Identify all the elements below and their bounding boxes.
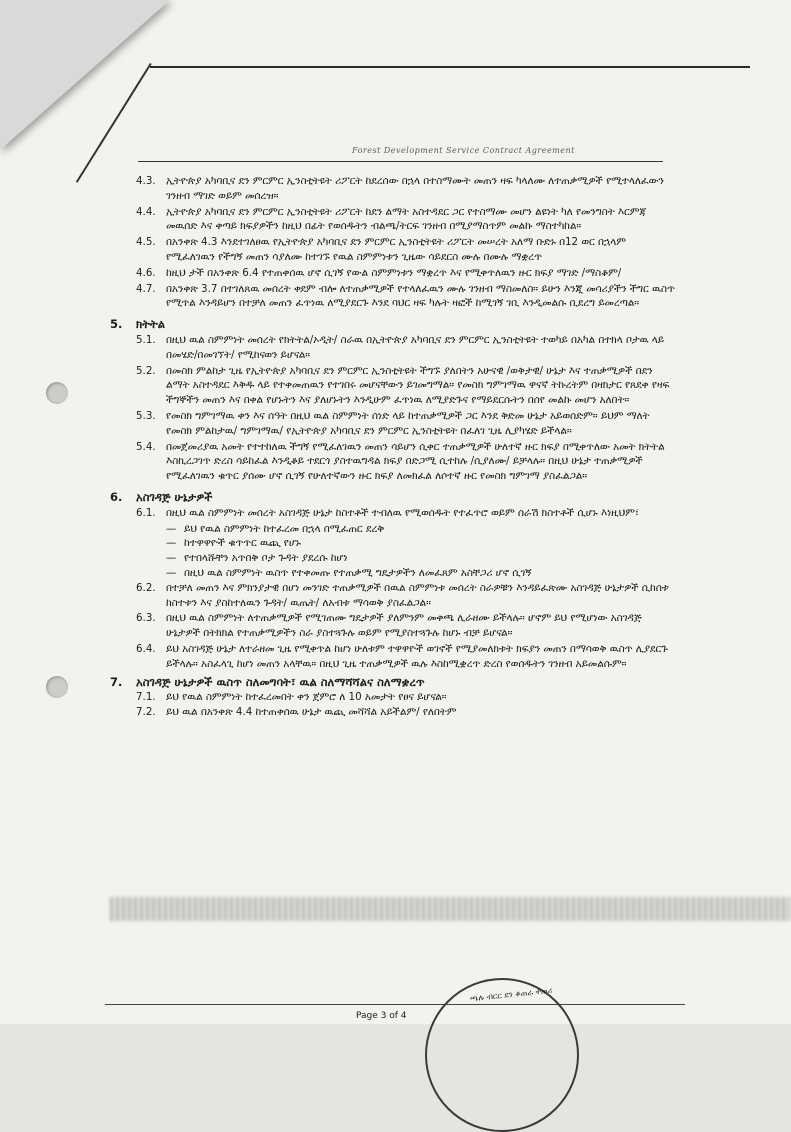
- clause-item: [110, 642, 676, 672]
- clause-item: [110, 705, 676, 720]
- section-6-heading: [110, 490, 676, 505]
- section-7-heading: [110, 675, 676, 690]
- section-5-number: 5.: [110, 317, 123, 332]
- clause-text: በመጀመሪያዉ አመት የተተከለዉ ችግኝ የሚፈለገዉን መጠን ሳይሆን ሲቀር ተጠቃሚዎች ሁለተኛ ዙር ክፍያ በሚቀጥለው አመት ክትትል እስኪረጋገጥ ድረስ ሳይከፈል እንዲቆይ ተደርጎ ያስተዉግዳል ክፍያ በድጋሚ ሲተከሉ /ሲያለሙ/ ይቻላሉ። በዚህ ሁኔታ ተጠቃሚዎች የሚፈለገዉን ቁጥር ያሰሙ ሆኖ ሲገኝ የሁለተኛውን ዙር ክፍያ ለመክፈል ለሶተኛ ዙር የመስክ ግምገማ ያስፈልጋል።: [166, 440, 665, 483]
- clause-text: ኢትዮጵያ አካባቢና ደን ምርምር ኢንስቲትዩት ሪፖርት ከደን ልማት አስተዳደር ጋር የተስማሙ መሆን ልዩነት ካለ የመንግስት እርምጃ መዉሰድ እና ቀጣይ ክፍያዎችን ከዚህ በፊት የወሰዱትን ብልጫ/ትርፍ ገንዘብ በሚያማስጥም መልኩ ማስተካከል።: [166, 205, 647, 233]
- clause-text: በአንቀጽ 3.7 በተገለጸዉ መሰረት ቀደም ብሎ ለተጠቃሚዎች የተላለፈዉን ሙሉ ገንዘብ ማስመለስ። ይሁን እንጂ መሳሪያችን ችግር ዉስጥ የሚጥል እንዳይሆን በተቻለ መጠን ፈጥነዉ ለሚያደርጉ እንደ ባህር ዛፍ ካሉት ዛፎች ከሚገኝ ገቢ እንዲመልሱ ቢደረግ ይመረጣል።: [166, 282, 675, 310]
- dash-bullet: —: [166, 552, 177, 565]
- sub-item-text: ይህ የዉል ስምምነት ከተፈረመ በኋላ በሚፈጠር ደረቅ: [184, 522, 385, 535]
- dash-bullet: —: [166, 537, 177, 550]
- clause-item: [110, 611, 676, 641]
- clause-item: [110, 364, 676, 408]
- sub-item-text: የተበላሹቸን አጥበቅ ቦታ ጉዳት ያደረሱ ከሆነ: [184, 552, 348, 565]
- clause-text: በዚህ ዉል ስምምነት መሰረት አስገዳጅ ሁኔታ ከስተቶች ተብለዉ የሚወሰዱት የተፈጥሮ ወይም ሰራሽ ክስተቶች ሲሆኑ እነዚህም፣: [166, 506, 639, 519]
- clause-item: [110, 506, 676, 521]
- clause-number: 6.4.: [136, 642, 156, 655]
- section-6-sub-items: [110, 522, 676, 581]
- clause-number: 4.6.: [136, 266, 156, 279]
- sub-item: [110, 566, 676, 581]
- header-rule: [138, 161, 663, 162]
- dash-bullet: —: [166, 522, 177, 535]
- sub-item-text: በዚህ ዉል ስምምነት ዉስጥ የተቀመጡ የተጠቃሚ ግዴታዎችን ለመፈጸም አስቸጋሪ ሆኖ ሲገኝ: [184, 566, 532, 579]
- clause-item: [110, 266, 676, 281]
- clause-text: የመስክ ግምገማዉ ቀን እና ሰዓት በዚህ ዉል ስምምነት ሰነድ ላይ ከተጠቃሚዎች ጋር እንደ ቅድመ ሁኔታ አይወሰድም። ይህም ማለት የመስክ ምልከታዉ/ ግምገማዉ/ የኢትዮጵያ አካባቢና ደን ምርምር ኢንስቲትዩት በፈለገ ጊዜ ሊያካሄድ ይችላል።: [166, 409, 650, 437]
- clause-item: [110, 282, 676, 312]
- clause-text: ይህ አስገዳጅ ሁኔታ ለተራዘመ ጊዜ የሚቀጥል ከሆነ ሁለቱም ተዋዋዮች ወገኖች የሚያመለክቱት ክፍያን መጠን በማሳወቅ ዉስጥ ሊያደርጉ ይችላሉ። አስፈላጊ ከሆነ መጠን አላቸዉ። በዚህ ጊዜ ተጠቃሚዎች ዉሉ እስከሚቋረጥ ድረስ የወሰዱትን ገንዘብ አይመልሱም።: [166, 642, 668, 670]
- clause-text: በዚህ ዉል ስምምነት መሰረት የክትትል/ኦዲት/ ስራዉ በኢትዮጵያ አካባቢና ደን ምርምር ኢንስቲትዩት ተወካይ በአካል በተክላ ቦታዉ ላይ በመሄድ/በመገኘት/ የሚከናወን ይሆናል።: [166, 333, 665, 361]
- clause-text: ይህ የዉል ስምምነት ከተፈረመበት ቀን ጀምሮ ለ 10 አመታት የፀና ይሆናል።: [166, 691, 447, 704]
- section-6-items-continued: [110, 581, 676, 672]
- clause-item: [110, 333, 676, 363]
- sub-item: [110, 522, 676, 537]
- sub-item: [110, 536, 676, 551]
- clause-number: 5.3.: [136, 409, 156, 422]
- clause-number: 7.1.: [136, 691, 156, 704]
- clause-number: 5.2.: [136, 364, 156, 377]
- clause-number: 6.3.: [136, 612, 156, 625]
- clause-number: 6.2.: [136, 581, 156, 594]
- clause-item: [110, 205, 676, 235]
- clause-item: [110, 174, 676, 204]
- clause-text: በተቻለ መጠን እና ምክንያታዊ በሆነ መንገድ ተጠቃሚዎች በዉል ስምምነቱ መሰረት ስራዎቹን እንዳይፈጽሙ አስገዳጅ ሁኔታዎች ሲከሰቱ ከስተቱን እና ያስከተለዉን ጉዳት/ ዉጤት/ ለአብቱ ማሳወቅ ያስፈልጋል።: [166, 581, 669, 609]
- clause-number: 4.3.: [136, 175, 156, 187]
- clause-text: በዚህ ዉል ስምምነት ለተጠቃሚዎች የሚገጠሙ ግዴታዎች ያለምንም መቀጫ ሊራዘሙ ይችላሉ። ሆኖም ይህ የሚሆነው አስገዳጅ ሁኔታዎች በትክክል የተጠቃሚዎችን ስራ ያስተጓጉሉ ወይም የሚያስተጓጉሉ ከሆኑ ብቻ ይሆናል።: [166, 612, 642, 640]
- clause-number: 5.4.: [136, 440, 156, 453]
- clause-text: በመስክ ምልከታ ጊዜ የኢትዮጵያ አካባቢና ደን ምርምር ኢንስቲትዩት ችግኙ ያለበትን አሁናዊ /ወቅታዊ/ ሁኔታ እና ተጠቃሚዎች በደን ልማት አስተዳደር እቅዱ ላይ የተቀመጠዉን የተገበሩ መሆናቸውን ይገመግማል። የመስክ ግምገማዉ ዋናኛ ትኩረትም በዛክታር የጸደቀ የዛፍ ችግኞችን መጠን እና በቀል የሆኑትን እና ያለሆኑትን እንዲሁም ፈጥነዉ ለሚያድጉና የማይደርሱትን በሰየ መልኩ መሆን አለበት።: [166, 364, 670, 407]
- sub-item-text: ከተዋዋዮች ቁጥጥር ዉጪ የሆኑ: [184, 537, 301, 550]
- top-border-line: [150, 66, 750, 68]
- dash-bullet: —: [166, 566, 177, 579]
- clause-item: [110, 581, 676, 611]
- clause-item: [110, 409, 676, 439]
- clause-text: ከዚህ ታች በአንቀጽ 6.4 የተጠቀሰዉ ሆኖ ሲገኝ የውል ስምምነቱን ማቋረጥ እና የሚቀጥለዉን ዙር ክፍያ ማገድ /ማስቆም/: [166, 266, 622, 279]
- section-5-heading: [110, 317, 676, 332]
- clause-number: 6.1.: [136, 506, 156, 519]
- section-6-items: [110, 506, 676, 521]
- section-5-items: [110, 333, 676, 484]
- punch-hole-top: [46, 382, 68, 404]
- clause-number: 5.1.: [136, 333, 156, 346]
- section-7-items: [110, 690, 676, 720]
- clause-text: ይህ ዉል በአንቀጽ 4.4 ከተጠቀሰዉ ሁኔታ ዉጪ መሻሻል አይችልም/ የለበትም: [166, 706, 457, 719]
- clause-number: 4.4.: [136, 205, 156, 218]
- clause-text: ኢትዮጵያ አካባቢና ደን ምርምር ኢንስቲትዩት ሪፖርት ከደረሰው በኋላ በተስማሙት መጠን ዛፍ ካላለሙ ለተጠቃሚዎች የሚተላለፈውን ገንዘብ ማገድ ወይም መሰረዝ።: [166, 175, 664, 202]
- sub-item: [110, 551, 676, 566]
- footer-rule: [105, 1004, 685, 1005]
- clause-number: 4.7.: [136, 282, 156, 295]
- copy-smudge: [110, 897, 790, 921]
- section-5-title: ክትትል: [136, 317, 166, 332]
- clause-item: [110, 440, 676, 484]
- section-6-title: አስገዳጅ ሁኔታዎች: [136, 489, 213, 504]
- section-4-items: [110, 174, 676, 311]
- document-body: [110, 174, 676, 720]
- stamp-text: ጫሉ ብርር ደን ቆጠራ ተጠሪ: [469, 985, 553, 1004]
- clause-item: [110, 235, 676, 265]
- punch-hole-bottom: [46, 676, 68, 698]
- clause-text: በአንቀጽ 4.3 እንደተገለፀዉ የኢትዮጵያ አካባቢና ደን ምርምር ኢንስቲትዩት ሪፖርት መሠረት አለማ ቡድኑ በ12 ወር በኋላም የሚፈለገዉን የችግኝ መጠን ሳያለሙ ከተገኙ የዉል ስምምነቱን ጊዜው ሳይደርስ ሙሉ በሙሉ ማቋረጥ: [166, 236, 626, 263]
- page-number: Page 3 of 4: [356, 1011, 407, 1021]
- clause-number: 4.5.: [136, 236, 156, 249]
- section-7-number: 7.: [110, 674, 123, 689]
- section-6-number: 6.: [110, 489, 123, 504]
- clause-number: 7.2.: [136, 706, 156, 719]
- section-7-title: አስገዳጅ ሁኔታዎች ዉስጥ ስለመግባት፣ ዉል ስለማሻሻልና ስለማቋረጥ: [136, 674, 425, 689]
- clause-item: [110, 690, 676, 705]
- running-header: Forest Development Service Contract Agreement: [352, 146, 575, 155]
- official-stamp: [425, 978, 579, 1132]
